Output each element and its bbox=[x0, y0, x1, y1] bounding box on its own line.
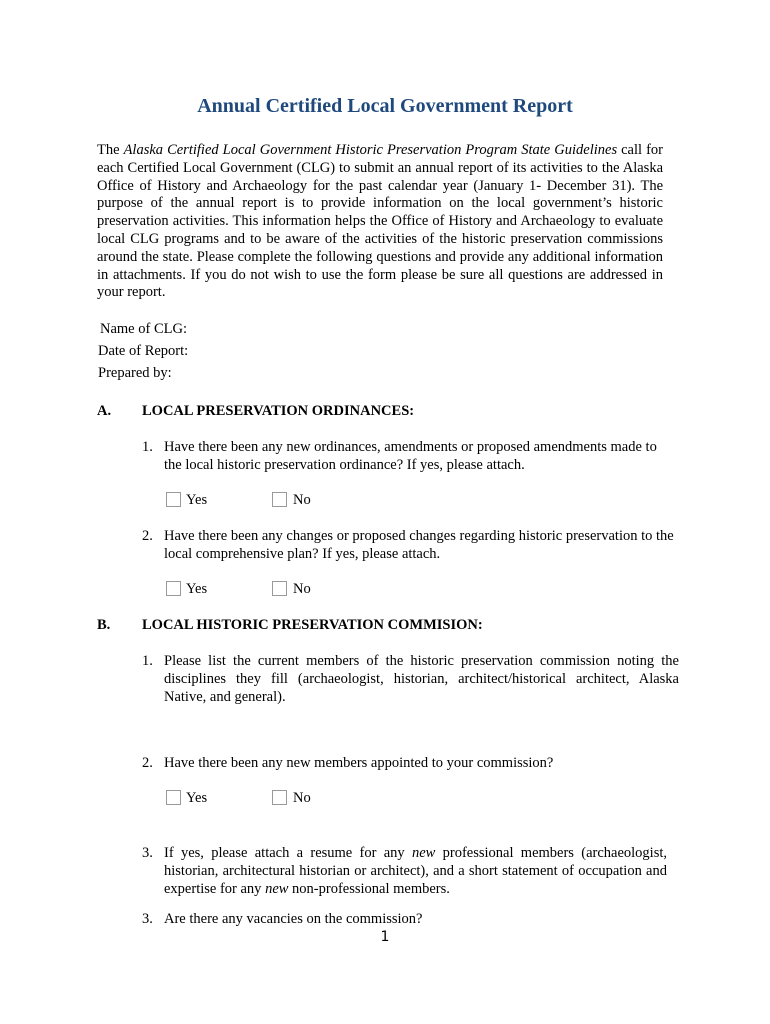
a-q1-text: Have there been any new ordinances, amendments or proposed amendments made to the local historic preservation ordinance? If yes, please attach. bbox=[164, 439, 657, 473]
a-q2-number: 2. bbox=[142, 528, 153, 544]
b-q2-yes-checkbox[interactable] bbox=[166, 790, 181, 805]
b-q3-emphasis-2: new bbox=[265, 880, 289, 897]
a-q1-no-label: No bbox=[293, 492, 311, 508]
a-q1-no-checkbox[interactable] bbox=[272, 492, 287, 507]
a-q1-yes-checkbox[interactable] bbox=[166, 492, 181, 507]
intro-paragraph bbox=[97, 142, 663, 302]
b-q2-yes-label: Yes bbox=[186, 790, 208, 806]
b-q4-text: Are there any vacancies on the commission? bbox=[164, 911, 423, 927]
b-q2-text: Have there been any new members appointed to your commission? bbox=[164, 755, 554, 771]
a-q2-yes-checkbox[interactable] bbox=[166, 581, 181, 596]
a-q2-no-label: No bbox=[293, 581, 311, 597]
b-q3-part1: If yes, please attach a resume for any bbox=[164, 845, 412, 861]
b-q4-number: 3. bbox=[142, 911, 153, 927]
a-q2-no-checkbox[interactable] bbox=[272, 581, 287, 596]
intro-prefix: The bbox=[97, 142, 124, 158]
report-date-label: Date of Report: bbox=[98, 343, 189, 359]
intro-body: call for each Certified Local Government (CLG) to submit an annual report of its activities to the Alaska Office of History and Archaeology for the past calendar year (January 1- December 31). The purpose of the annual report is to provide information on the local government’s historic preservation activities. This information helps the Office of History and Archaeology to evaluate local CLG programs and to be aware of the activities of the historic preservation commissions around the state. Please complete the following questions and provide any additional information in attachments. If you do not wish to use the form please be sure all questions are addressed in your report. bbox=[97, 142, 663, 301]
section-a-title: LOCAL PRESERVATION ORDINANCES: bbox=[142, 403, 415, 419]
a-q2-text: Have there been any changes or proposed changes regarding historic preservation to the local comprehensive plan? If yes, please attach. bbox=[164, 528, 674, 562]
b-q1-number: 1. bbox=[142, 653, 153, 669]
intro-guidelines-title: Alaska Certified Local Government Historic Preservation Program State Guidelines bbox=[123, 142, 618, 158]
b-q3-part2: professional members (archaeologist, historian, architectural historian or architect), and a short statement of occupation and expertise for any bbox=[164, 845, 667, 897]
a-q1-yes-label: Yes bbox=[186, 492, 208, 508]
page-number: 1 bbox=[380, 929, 390, 945]
section-b-letter: B. bbox=[97, 617, 111, 633]
section-a-letter: A. bbox=[97, 403, 112, 419]
b-q2-no-label: No bbox=[293, 790, 311, 806]
clg-name-label: Name of CLG: bbox=[100, 321, 187, 337]
a-q1-number: 1. bbox=[142, 439, 153, 455]
section-b-title: LOCAL HISTORIC PRESERVATION COMMISION: bbox=[142, 617, 483, 633]
b-q3-number: 3. bbox=[142, 845, 153, 861]
b-q3-part3: non-professional members. bbox=[288, 880, 450, 897]
b-q2-number: 2. bbox=[142, 755, 153, 771]
prepared-by-label: Prepared by: bbox=[98, 365, 172, 381]
b-q3-emphasis-1: new bbox=[411, 845, 436, 861]
b-q3-text bbox=[164, 845, 667, 898]
a-q2-yes-label: Yes bbox=[186, 581, 208, 597]
b-q2-no-checkbox[interactable] bbox=[272, 790, 287, 805]
b-q1-text: Please list the current members of the historic preservation commission noting the disciplines they fill (archaeologist, historian, architect/historical architect, Alaska Native, and general). bbox=[164, 653, 679, 705]
page-title: Annual Certified Local Government Report bbox=[197, 95, 573, 117]
